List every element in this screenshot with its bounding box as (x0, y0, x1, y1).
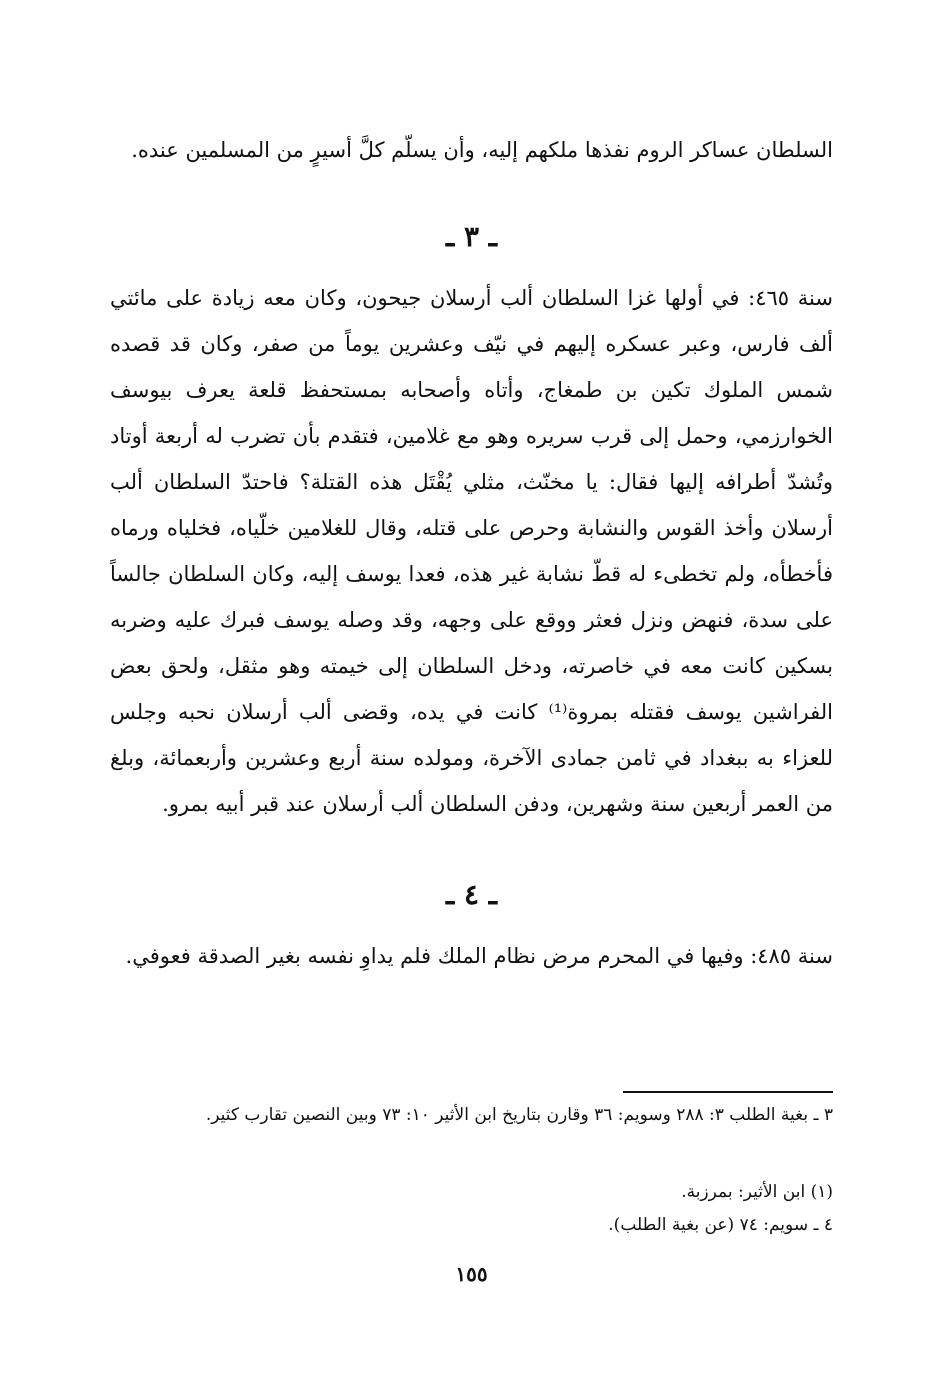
footnote-1: (١) ابن الأثير: بمرزبة. (681, 1182, 833, 1202)
footnote-4: ٤ ـ سويم: ٧٤ (عن بغية الطلب). (608, 1215, 833, 1235)
page-number: ١٥٥ (455, 1262, 488, 1286)
section-3-paragraph: سنة ٤٦٥: في أولها غزا السلطان ألب أرسلان جيحون، وكان معه زيادة على مائتي ألف فارس، وعبر عسكره إليهم في نيّف وعشرين يوماً من صفر، وكان قد قصده شمس الملوك تكين بن طمغاج، وأتاه وأصحابه بمستحفظ قلعة يعرف بيوسف الخوارزمي، وحمل إلى قرب سريره وهو مع غلامين، فتقدم بأن تضرب له أربعة أوتاد وتُشدّ أطرافه إليها فقال: يا مخنّث، مثلي يُقْتَل هذه القتلة؟ فاحتدّ السلطان ألب أرسلان وأخذ القوس والنشابة وحرص على قتله، وقال للغلامين خلّياه، فخلياه ورماه فأخطأه، ولم تخطىء له قطّ نشابة غير هذه، فعدا يوسف إليه، وكان السلطان جالساً على سدة، فنهض ونزل فعثر ووقع على وجهه، وقد وصله يوسف فبرك عليه وضربه بسكين كانت معه في خاصرته، ودخل السلطان إلى خيمته وهو مثقل، ولحق بعض الفراشين يوسف فقتله بمروة⁽¹⁾ كانت في يده، وقضى ألب أرسلان نحبه وجلس للعزاء به ببغداد في ثامن جمادى الآخرة، ومولده سنة أربع وعشرين وأربعمائة، وبلغ من العمر أربعين سنة وشهرين، ودفن السلطان ألب أرسلان عند قبر أبيه بمرو. (110, 286, 833, 816)
book-page (110, 0, 833, 1400)
section-4-heading: ـ ٤ ـ (446, 878, 497, 911)
continuation-paragraph: السلطان عساكر الروم نفذها ملكهم إليه، وأن يسلّم كلَّ أسيرٍ من المسلمين عنده. (131, 138, 833, 162)
section-4-paragraph: سنة ٤٨٥: وفيها في المحرم مرض نظام الملك فلم يداوِ نفسه بغير الصدقة فعوفي. (125, 944, 833, 968)
section-3-heading: ـ ٣ ـ (446, 220, 497, 253)
footnote-3: ٣ ـ بغية الطلب ٣: ٢٨٨ وسويم: ٣٦ وقارن بتاريخ ابن الأثير ١٠: ٧٣ وبين النصين تقارب كثير. (205, 1105, 833, 1125)
footnote-divider (623, 1091, 833, 1093)
